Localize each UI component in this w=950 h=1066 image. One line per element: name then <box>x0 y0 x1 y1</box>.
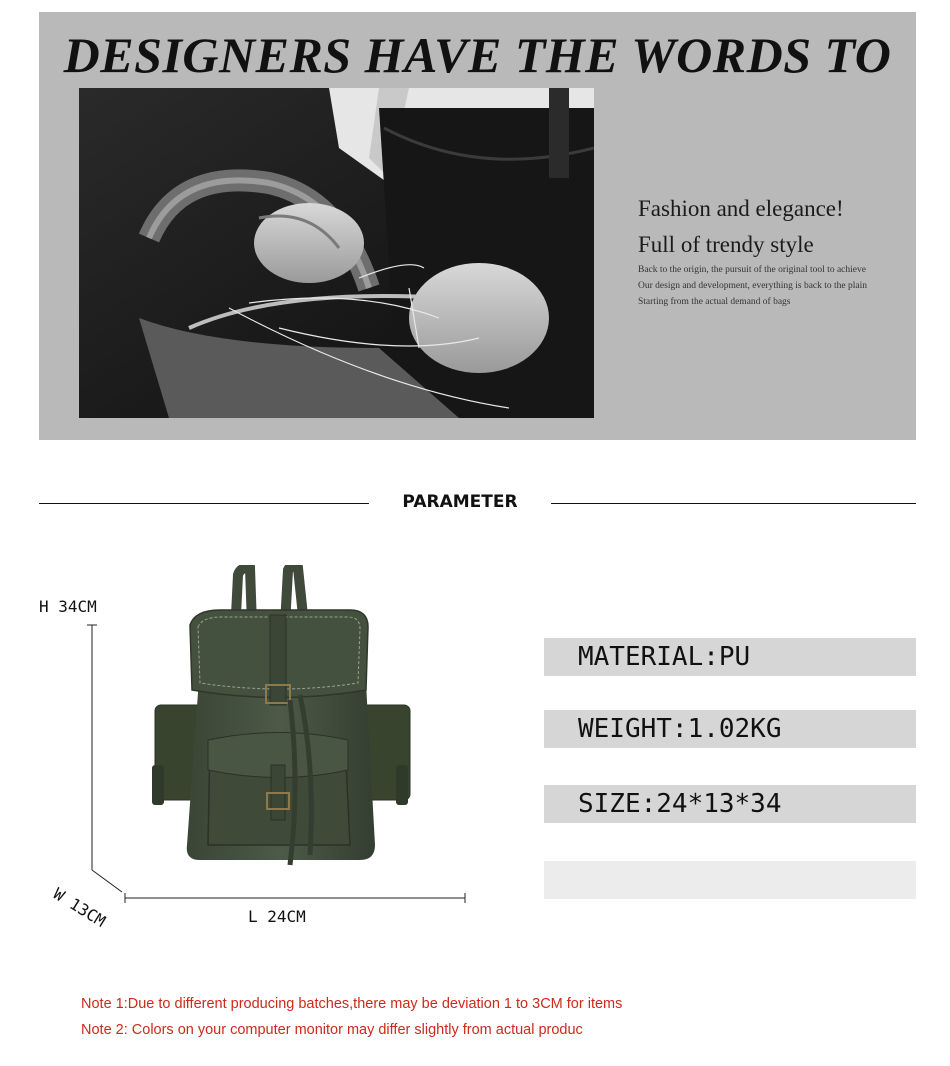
param-size-text: SIZE:24*13*34 <box>578 789 782 819</box>
section-title: PARAMETER <box>402 492 518 512</box>
backpack-image <box>140 565 420 880</box>
width-label: W 13CM <box>49 884 110 931</box>
param-material <box>544 638 916 676</box>
note-2: Note 2: Colors on your computer monitor may differ slightly from actual produc <box>81 1022 583 1038</box>
banner-line-1: Back to the origin, the pursuit of the original tool to achieve <box>638 265 866 275</box>
param-empty <box>544 861 916 899</box>
banner-line-2: Our design and development, everything is back to the plain <box>638 281 867 291</box>
height-label: H 34CM <box>39 597 97 616</box>
tagline-fashion: Fashion and elegance! <box>638 196 844 221</box>
banner-line-3: Starting from the actual demand of bags <box>638 297 791 307</box>
param-size <box>544 785 916 823</box>
note-1: Note 1:Due to different producing batches,there may be deviation 1 to 3CM for items <box>81 996 623 1012</box>
length-label: L 24CM <box>248 907 306 926</box>
param-weight-text: WEIGHT:1.02KG <box>578 714 782 744</box>
tagline-trendy: Full of trendy style <box>638 232 814 257</box>
param-weight <box>544 710 916 748</box>
green-backpack-illustration <box>140 565 420 880</box>
banner-title: DESIGNERS HAVE THE WORDS TO <box>63 27 892 83</box>
param-material-text: MATERIAL:PU <box>578 642 751 672</box>
